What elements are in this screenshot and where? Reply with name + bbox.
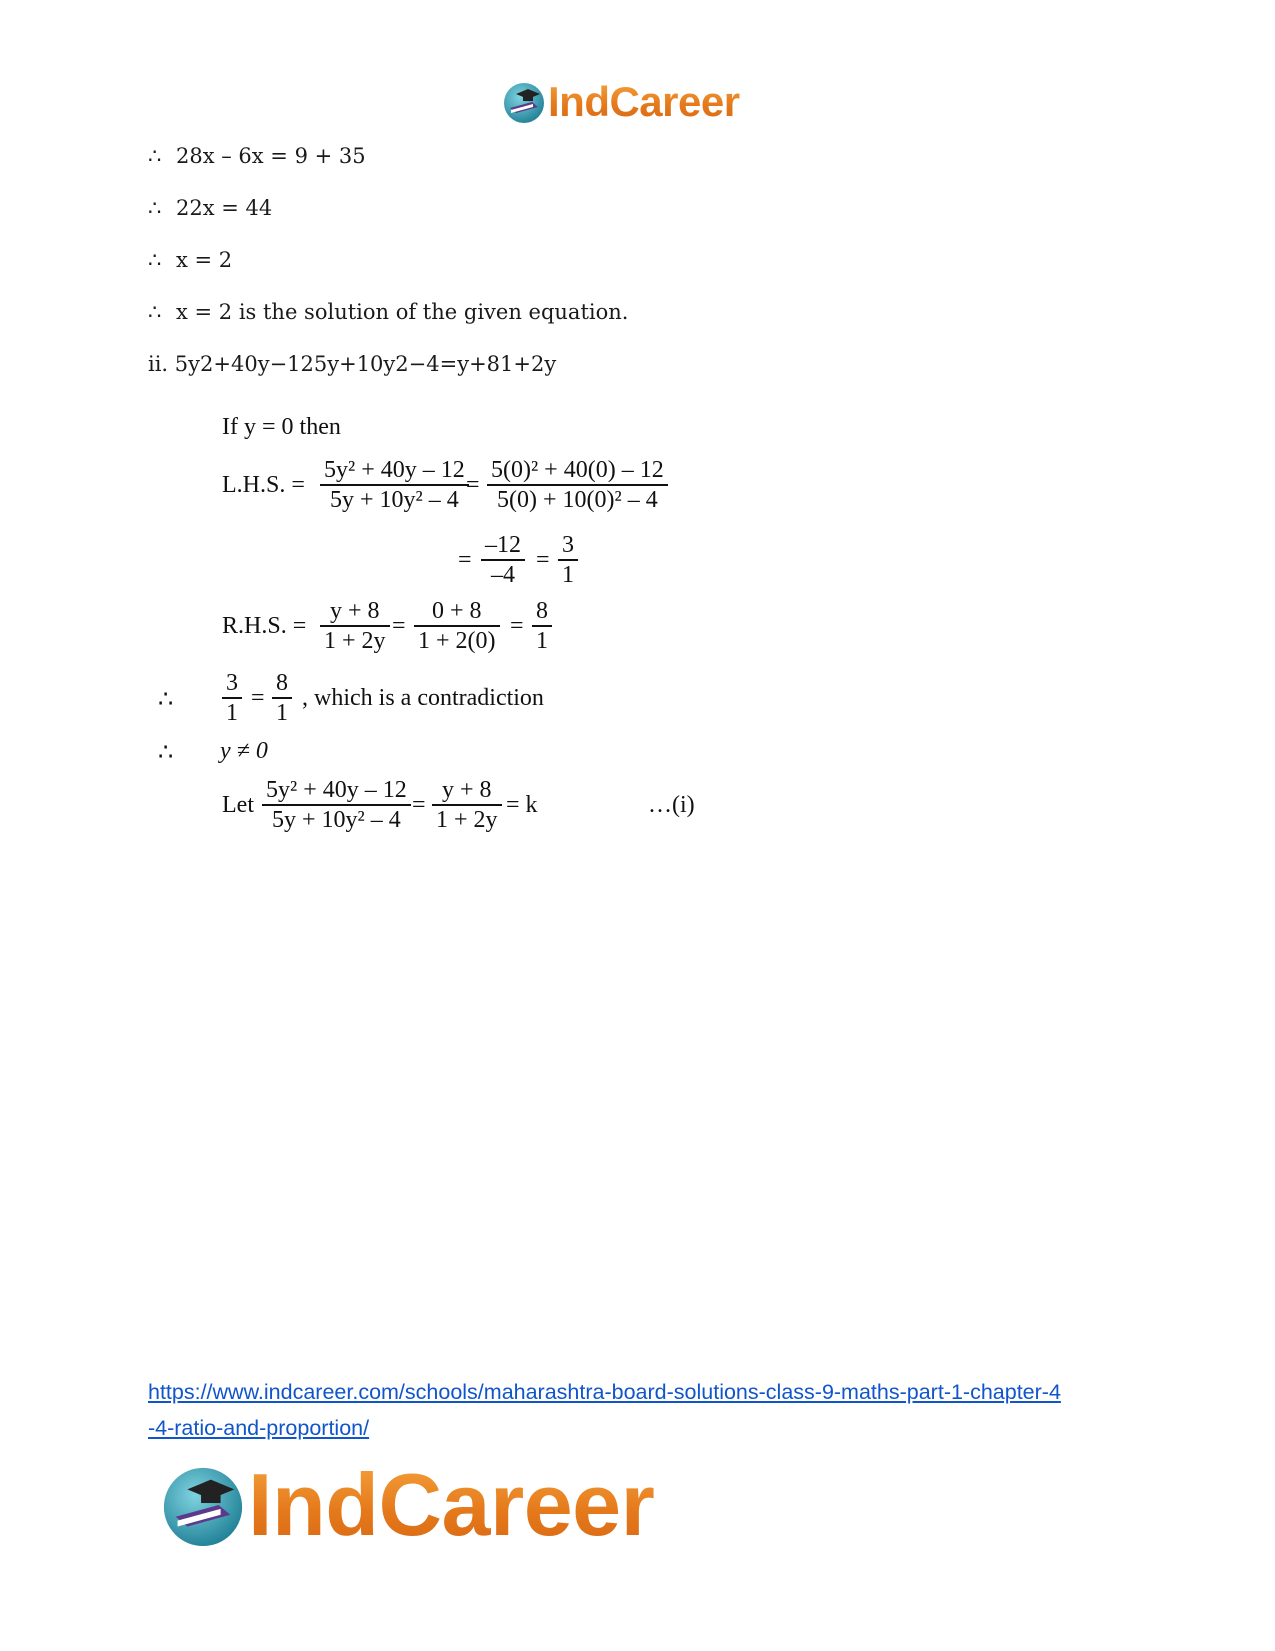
denominator: 1 bbox=[536, 627, 548, 654]
denominator: 1 + 2y bbox=[436, 806, 498, 833]
if-line: If y = 0 then bbox=[222, 414, 341, 440]
denominator: 1 + 2(0) bbox=[418, 627, 496, 654]
denominator: 5(0) + 10(0)² – 4 bbox=[497, 486, 658, 513]
numerator: 5(0)² + 40(0) – 12 bbox=[491, 457, 664, 483]
y-not-zero: y ≠ 0 bbox=[220, 738, 268, 764]
numerator: 8 bbox=[276, 670, 288, 696]
equals-k: = k bbox=[506, 792, 538, 818]
lhs-label: L.H.S. = bbox=[222, 472, 305, 498]
let-fraction-1 bbox=[262, 776, 411, 834]
rhs-label: R.H.S. = bbox=[222, 613, 307, 639]
therefore-symbol: ∴ bbox=[148, 196, 162, 220]
step-text: 22x = 44 bbox=[176, 196, 273, 220]
contradiction-text: , which is a contradiction bbox=[302, 685, 544, 711]
equation-reference: …(i) bbox=[648, 792, 695, 818]
footer-link-line-2[interactable]: -4-ratio-and-proportion/ bbox=[148, 1416, 370, 1440]
equals-sign: = bbox=[251, 685, 265, 711]
let-label: Let bbox=[222, 792, 254, 818]
step-text: x = 2 is the solution of the given equation. bbox=[176, 300, 629, 324]
lhs-step-fraction bbox=[481, 531, 525, 589]
step-text: x = 2 bbox=[176, 248, 233, 272]
logo-wordmark: IndCareer bbox=[548, 78, 740, 125]
rhs-fraction-1 bbox=[320, 597, 390, 655]
numerator: 3 bbox=[226, 670, 238, 696]
footer-link-line-1[interactable]: https://www.indcareer.com/schools/maharashtra-board-solutions-class-9-maths-part-1-chapter-4 bbox=[148, 1380, 1061, 1404]
lhs-fraction-2 bbox=[487, 456, 668, 514]
numerator: 5y² + 40y – 12 bbox=[266, 777, 407, 803]
therefore-symbol: ∴ bbox=[158, 687, 174, 713]
equals-sign: = bbox=[458, 547, 472, 573]
numerator: 8 bbox=[536, 598, 548, 624]
numerator: 0 + 8 bbox=[431, 598, 482, 624]
numerator: y + 8 bbox=[330, 598, 380, 624]
denominator: 5y + 10y² – 4 bbox=[272, 806, 401, 833]
rhs-fraction-2 bbox=[414, 597, 500, 655]
graduation-book-icon bbox=[160, 1462, 246, 1548]
footer-logo bbox=[160, 1455, 655, 1554]
footer-link[interactable] bbox=[148, 1374, 1061, 1446]
rhs-result-fraction bbox=[532, 597, 552, 655]
lhs-fraction-1 bbox=[320, 456, 469, 514]
equals-sign: = bbox=[466, 472, 480, 498]
equals-sign: = bbox=[392, 613, 406, 639]
equals-sign: = bbox=[510, 613, 524, 639]
denominator: 1 bbox=[562, 561, 574, 588]
denominator: 1 + 2y bbox=[324, 627, 386, 654]
logo-wordmark: IndCareer bbox=[248, 1455, 655, 1554]
lhs-result-fraction bbox=[558, 531, 578, 589]
numerator: y + 8 bbox=[442, 777, 492, 803]
denominator: –4 bbox=[491, 561, 515, 588]
therefore-symbol: ∴ bbox=[148, 144, 162, 168]
therefore-symbol: ∴ bbox=[148, 248, 162, 272]
denominator: 1 bbox=[226, 699, 238, 726]
part-label: ii. bbox=[148, 352, 169, 376]
step-text: 28x – 6x = 9 + 35 bbox=[176, 144, 366, 168]
denominator: 1 bbox=[276, 699, 288, 726]
contradiction-fraction-2 bbox=[272, 669, 292, 727]
therefore-symbol: ∴ bbox=[158, 740, 174, 766]
denominator: 5y + 10y² – 4 bbox=[330, 486, 459, 513]
numerator: –12 bbox=[485, 532, 521, 558]
numerator: 5y² + 40y – 12 bbox=[324, 457, 465, 483]
equals-sign: = bbox=[412, 792, 426, 818]
therefore-symbol: ∴ bbox=[148, 300, 162, 324]
contradiction-fraction-1 bbox=[222, 669, 242, 727]
equals-sign: = bbox=[536, 547, 550, 573]
numerator: 3 bbox=[562, 532, 574, 558]
let-fraction-2 bbox=[432, 776, 502, 834]
part-equation-text: 5y2+40y−125y+10y2−4=y+81+2y bbox=[174, 352, 557, 376]
